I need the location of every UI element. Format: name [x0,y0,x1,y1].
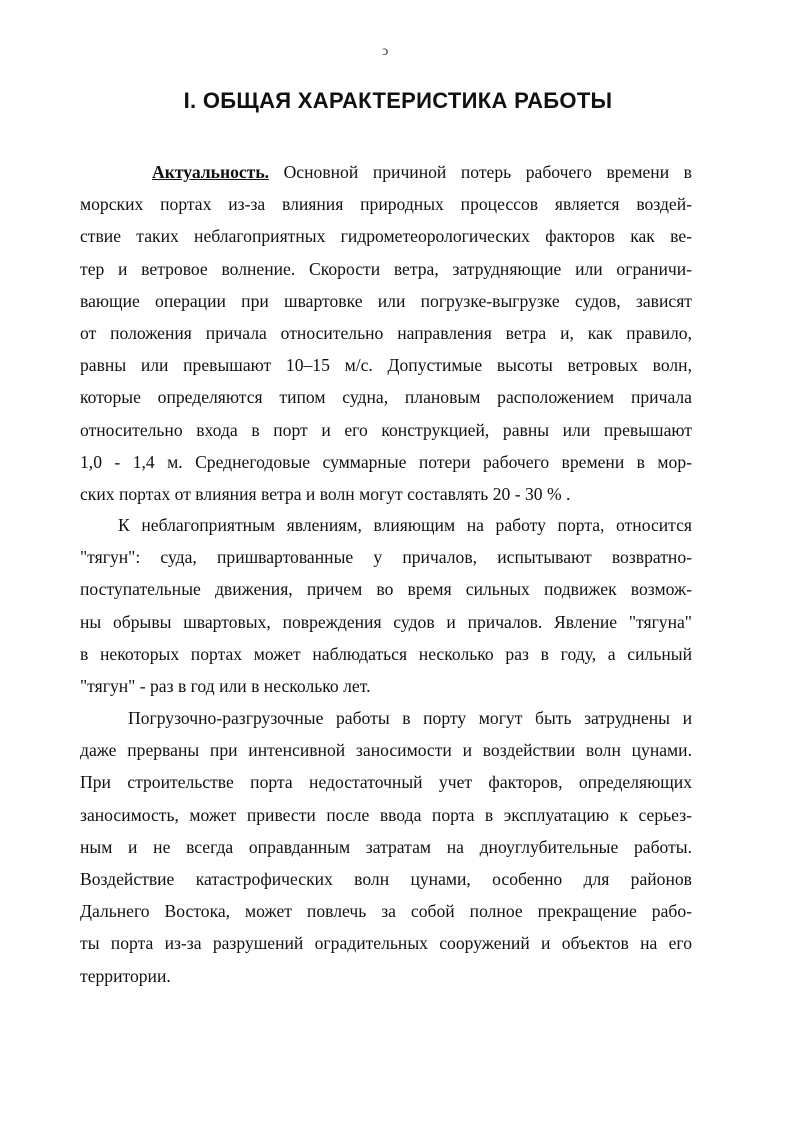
paragraph-line: Погрузочно-разгрузочные работы в порту могут быть затруднены и [128,708,692,728]
paragraph-line: равны или превышают 10–15 м/с. Допустимые высоты ветровых волн, [80,355,692,376]
line-text: Основной причиной потерь рабочего времени в [269,162,692,182]
paragraph-line: тер и ветровое волнение. Скорости ветра, затрудняющие или ограничи- [80,258,692,279]
paragraph-line: Дальнего Востока, может повлечь за собой полное прекращение рабо- [80,901,692,922]
paragraph-tyagun [80,509,692,702]
section-title: I. ОБЩАЯ ХАРАКТЕРИСТИКА РАБОТЫ [183,88,613,113]
paragraph-line: "тягун" - раз в год или в несколько лет. [80,675,371,696]
page-mark: ͻ [382,44,389,59]
paragraph-line [80,156,692,188]
paragraph-line: которые определяются типом судна, плановым расположением причала [80,387,692,408]
paragraph-line: в некоторых портах может наблюдаться несколько раз в году, а сильный [80,643,692,664]
paragraph-line: относительно входа в порт и его конструкцией, равны или превышают [80,419,692,440]
paragraph-line: К неблагоприятным явлениям, влияющим на работу порта, относится [118,515,692,535]
paragraph-line: ны обрывы швартовых, повреждения судов и причалов. Явление "тягуна" [80,611,692,632]
lead-term: Актуальность. [152,162,270,182]
paragraph-line: даже прерваны при интенсивной заносимости и воздействии волн цунами. [80,740,692,761]
paragraph-line: от положения причала относительно направления ветра и, как правило, [80,322,692,343]
paragraph-relevance [80,156,692,510]
paragraph-line: ты порта из-за разрушений оградительных сооружений и объектов на его [80,933,692,954]
paragraph-line: территории. [80,965,171,986]
paragraph-line: ских портах от влияния ветра и волн могут составлять 20 - 30 % . [80,483,571,504]
paragraph-line: "тягун": суда, пришвартованные у причалов, испытывают возвратно- [80,547,692,568]
paragraph-line: ным и не всегда оправданным затратам на дноуглубительные работы. [80,836,692,857]
paragraph-line: морских портах из-за влияния природных процессов является воздей- [80,194,692,215]
paragraph-line: 1,0 - 1,4 м. Среднегодовые суммарные потери рабочего времени в мор- [80,451,692,472]
paragraph-line: заносимость, может привести после ввода порта в эксплуатацию к серьез- [80,804,692,825]
paragraph-line: При строительстве порта недостаточный учет факторов, определяющих [80,772,692,793]
paragraph-cargo-operations [80,702,692,992]
paragraph-line: поступательные движения, причем во время сильных подвижек возмож- [80,579,692,600]
paragraph-line: ствие таких неблагоприятных гидрометеорологических факторов как ве- [80,226,692,247]
paragraph-line: Воздействие катастрофических волн цунами, особенно для районов [80,868,692,889]
paragraph-line: вающие операции при швартовке или погрузке-выгрузке судов, зависят [80,290,692,311]
